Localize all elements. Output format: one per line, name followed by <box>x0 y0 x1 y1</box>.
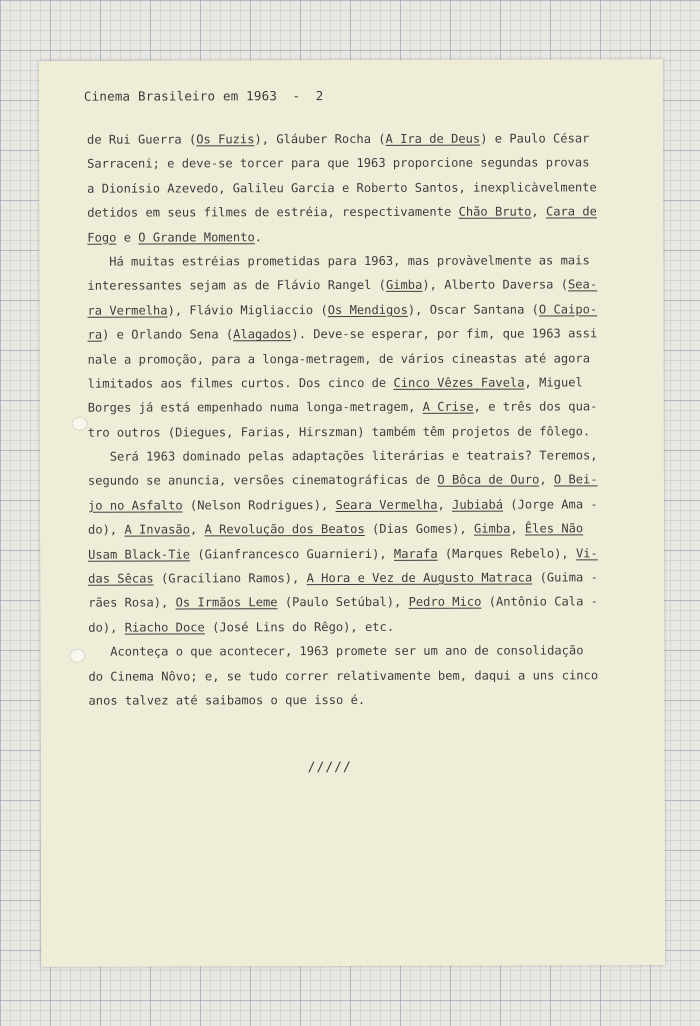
text-segment: (Guima - <box>532 570 598 585</box>
text-segment: Borges já está empenhado numa longa-metragem, <box>87 400 423 415</box>
text-line <box>88 492 648 518</box>
underlined-title: Sea- <box>567 277 598 292</box>
text-line <box>87 199 647 225</box>
text-line <box>88 638 648 664</box>
underlined-title: O Caipo- <box>538 302 598 317</box>
underlined-title: Cara de <box>545 204 597 219</box>
underlined-title: Alagados <box>233 327 292 342</box>
text-line <box>87 224 647 250</box>
text-line <box>87 175 647 201</box>
text-segment: a Dionísio Azevedo, Galileu Garcia e Roberto Santos, inexplicàvelmente <box>87 180 597 196</box>
text-segment: , <box>437 497 453 512</box>
text-segment: (José Lins do Rêgo), etc. <box>204 619 395 635</box>
text-segment: Há muitas estréias prometidas para 1963, mas provàvelmente as mais <box>87 253 590 269</box>
body-text <box>87 126 649 713</box>
underlined-title: O Grande Momento <box>138 229 255 245</box>
text-line <box>87 151 647 177</box>
text-line <box>88 468 648 494</box>
text-line <box>88 321 648 347</box>
text-line <box>88 443 648 469</box>
text-segment: (Gianfrancesco Guarnieri), <box>190 546 394 562</box>
underlined-title: Os Fuzis <box>196 132 255 147</box>
text-segment: (Graciliano Ramos), <box>153 571 307 586</box>
text-segment: limitados aos filmes curtos. Dos cinco de <box>87 375 394 391</box>
underlined-title: Os Irmãos Leme <box>175 595 278 610</box>
underlined-title: Chão Bruto <box>458 204 532 219</box>
underlined-title: O Bôca de Ouro <box>437 472 540 488</box>
text-segment: nale a promoção, para a longa-metragem, de vários cineastas até agora <box>87 350 591 367</box>
underlined-title: ra Vermelha <box>87 303 168 318</box>
text-line <box>88 395 648 421</box>
text-segment: ), Oscar Santana ( <box>407 302 539 317</box>
underlined-title: A Hora e Vez de Augusto Matraca <box>306 570 533 586</box>
text-segment: ), Alberto Daversa ( <box>422 277 568 293</box>
text-segment: (Nelson Rodrigues), <box>182 497 336 513</box>
text-segment: Aconteça o que acontecer, 1963 promete ser um ano de consolidação <box>88 643 584 659</box>
text-line <box>88 346 648 372</box>
underlined-title: Seara Vermelha <box>335 497 438 512</box>
text-line <box>87 273 647 299</box>
underlined-title: ra <box>87 327 103 342</box>
text-segment: anos talvez até saibamos o que isso é. <box>88 692 366 708</box>
underlined-title: Jubiabá <box>452 497 504 512</box>
text-line <box>88 370 648 396</box>
typewritten-page <box>39 59 665 967</box>
underlined-title: A Ira de Deus <box>385 131 481 146</box>
underlined-title: Gimba <box>385 278 423 293</box>
underlined-title: O Bei- <box>553 472 598 487</box>
text-line <box>88 687 648 713</box>
text-line <box>88 419 648 445</box>
text-segment: (Paulo Setúbal), <box>277 595 409 610</box>
underlined-title: A Invasão <box>124 522 190 537</box>
text-segment: Sarraceni; e deve-se torcer para que 1963 proporcione segundas provas <box>87 155 590 172</box>
text-line <box>88 541 648 567</box>
underlined-title: Êles Não <box>524 521 584 536</box>
underlined-title: Vi- <box>575 545 598 561</box>
text-segment: detidos em seus filmes de estréia, respectivamente <box>87 204 459 220</box>
text-segment: , <box>531 204 546 219</box>
text-segment: do), <box>88 522 125 537</box>
text-line <box>87 297 647 323</box>
text-segment: ), Flávio Migliaccio ( <box>167 302 328 318</box>
underlined-title: das Sêcas <box>88 571 154 586</box>
text-segment: , <box>510 521 525 536</box>
underlined-title: Pedro Mico <box>408 595 482 610</box>
text-line <box>87 126 647 152</box>
underlined-title: A Revolução dos Beatos <box>204 522 365 537</box>
text-segment: segundo se anuncia, versões cinematográficas de <box>87 473 438 489</box>
underlined-title: Fogo <box>87 230 117 245</box>
text-segment: . <box>254 229 263 244</box>
text-segment: (Dias Gomes), <box>364 521 474 537</box>
text-segment: Será 1963 dominado pelas adaptações literárias e teatrais? Teremos, <box>87 448 598 464</box>
underlined-title: A Crise <box>422 399 474 415</box>
text-segment: do Cinema Nôvo; e, se tudo correr relativamente bem, daqui a uns cinco <box>88 667 599 684</box>
underlined-title: jo no Asfalto <box>87 498 183 513</box>
text-line <box>88 663 648 689</box>
punch-hole <box>69 649 85 663</box>
text-segment: (Antônio Cala - <box>481 594 598 610</box>
text-segment: rães Rosa), <box>88 595 176 611</box>
underlined-title: Usam Black-Tie <box>88 547 191 562</box>
text-segment: e <box>116 230 139 245</box>
text-line <box>87 248 647 274</box>
underlined-title: Marafa <box>393 546 438 561</box>
text-segment: (Jorge Ama - <box>502 497 598 512</box>
underlined-title: Riacho Doce <box>124 620 205 635</box>
text-line <box>88 565 648 591</box>
text-line <box>88 614 648 640</box>
text-segment: , e três dos qua- <box>473 399 598 414</box>
text-segment: , <box>539 472 554 487</box>
text-segment: , <box>189 522 205 537</box>
text-segment: de Rui Guerra ( <box>87 132 197 147</box>
text-segment: tro outros (Diegues, Farias, Hirszman) também têm projetos de fôlego. <box>87 424 591 440</box>
end-mark: ///// <box>307 760 352 776</box>
text-segment: ) e Orlando Sena ( <box>102 327 234 342</box>
text-segment: ), Gláuber Rocha ( <box>254 131 386 147</box>
text-segment: , Miguel <box>524 375 583 390</box>
underlined-title: Os Mendigos <box>327 302 408 317</box>
text-segment: do), <box>88 620 125 635</box>
underlined-title: Gimba <box>473 521 511 536</box>
text-segment: ). Deve-se esperar, por fim, que 1963 assi <box>291 326 598 342</box>
text-segment: interessantes sejam as de Flávio Rangel ( <box>87 278 386 294</box>
text-segment: ) e Paulo César <box>480 131 590 146</box>
text-line <box>88 516 648 542</box>
underlined-title: Cinco Vêzes Favela <box>393 375 525 390</box>
page-header: Cinema Brasileiro em 1963 - 2 <box>83 88 324 104</box>
text-line <box>88 590 648 616</box>
punch-hole <box>72 417 88 431</box>
text-segment: (Marques Rebelo), <box>437 546 576 561</box>
